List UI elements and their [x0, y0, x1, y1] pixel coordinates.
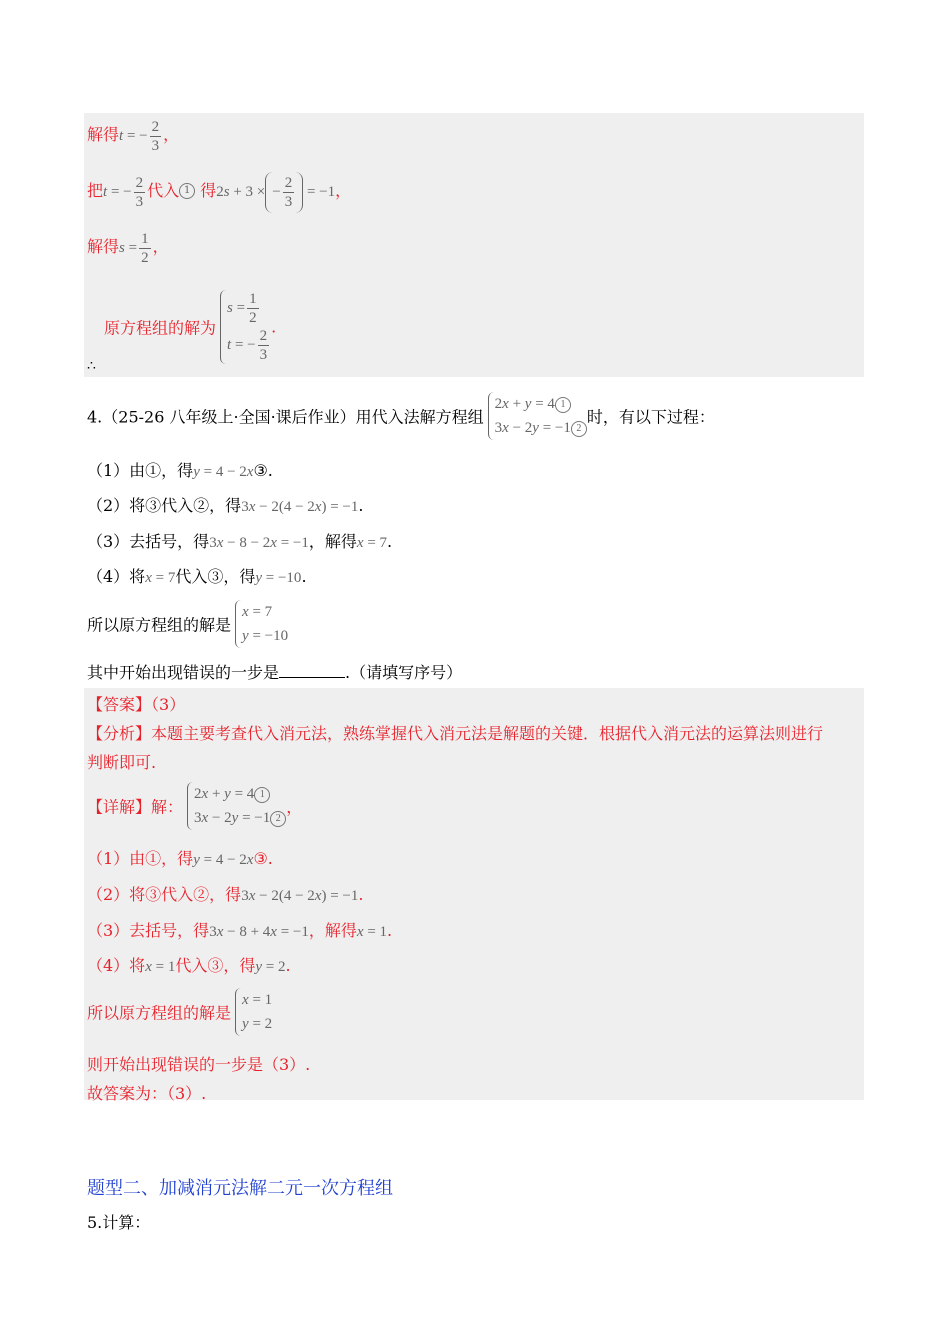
text: （4）将 [87, 567, 146, 586]
text: 解得 [87, 124, 120, 144]
text: ③. [253, 849, 273, 868]
text: ③. [253, 461, 273, 480]
text: 解得 [87, 236, 120, 256]
q4-step-4: （4）将x = 7代入③，得y = −10. [87, 567, 307, 586]
text: （2）将③代入②，得 [87, 885, 242, 904]
text: 得 [200, 180, 217, 200]
text: 4.（25-26 八年级上·全国·课后作业）用代入法解方程组 [87, 407, 484, 427]
conclusion-2: 故答案为：（3）. [87, 1084, 207, 1103]
text: 代入 [147, 180, 180, 200]
circled-1-icon: 1 [179, 183, 195, 199]
q4-solution [87, 600, 288, 648]
prev-line-2: 把t = − $\frac{2}{3}$ 代入 1 得2s + 3 × − $\frac{2}{3}$ = −1， [87, 172, 351, 213]
therefore-symbol: ∴ [87, 358, 96, 374]
text: （2）将③代入②，得 [87, 496, 242, 515]
text: 【详解】 [87, 797, 152, 817]
text: 代入③，得 [175, 956, 256, 975]
text: 【分析】 [87, 724, 152, 743]
q4-step-3: （3）去括号，得3x − 8 − 2x = −1，解得x = 7. [87, 532, 393, 551]
text: ，解得 [308, 532, 357, 551]
prev-line-4: 原方程组的解为 s = $\frac{1}{2}$ t = − $\frac{2}{3}$ . [104, 291, 277, 363]
text: 把 [87, 180, 104, 200]
text: 所以原方程组的解是 [87, 615, 232, 635]
system-brace: 2x + y = 4 1 3x − 2y = −1 2 [187, 782, 286, 830]
text: 代入③，得 [175, 567, 256, 586]
detail-step-3: （3）去括号，得3x − 8 + 4x = −1，解得x = 1. [87, 921, 393, 940]
analysis-line [87, 721, 823, 744]
q4-stem [87, 392, 715, 440]
text: ，解得 [308, 921, 357, 940]
text: （3）去括号，得 [87, 921, 210, 940]
section-title: 题型二、加减消元法解二元一次方程组 [87, 1178, 393, 1199]
solution-brace: x = 1 y = 2 [235, 988, 272, 1036]
solution-brace: x = 7 y = −10 [235, 600, 288, 648]
system-brace: 2x + y = 4 1 3x − 2y = −1 2 [488, 392, 587, 440]
text: 【答案】 [87, 695, 152, 714]
text: 时，有以下过程： [586, 407, 715, 427]
text: 原方程组的解为 [104, 318, 217, 338]
text: （1）由①，得 [87, 461, 194, 480]
detail-step-2: （2）将③代入②，得3x − 2(4 − 2x) = −1. [87, 885, 364, 904]
analysis-line-2: 判断即可. [87, 753, 157, 772]
text: 所以原方程组的解是 [87, 1003, 232, 1023]
q5-label: 5.计算： [87, 1213, 151, 1232]
text: （3）去括号，得 [87, 532, 210, 551]
prev-line-1: 解得t = − $\frac{2}{3}$ ， [87, 119, 180, 154]
detail-step-1: （1）由①，得y = 4 − 2x③. [87, 849, 273, 868]
conclusion-1: 则开始出现错误的一步是（3）. [87, 1055, 311, 1074]
text: 解： [151, 797, 184, 817]
text: .（请填写序号） [345, 663, 463, 682]
text: 本题主要考查代入消元法，熟练掌握代入消元法是解题的关键．根据代入消元法的运算法则进行 [151, 724, 824, 743]
q4-step-2: （2）将③代入②，得3x − 2(4 − 2x) = −1. [87, 496, 364, 515]
answer-blank[interactable] [279, 663, 345, 678]
detail-line: 【详解】解： 2x + y = 4 1 3x − 2y = −1 2 ， [87, 782, 302, 830]
solution-brace: s = $\frac{1}{2}$ t = − $\frac{2}{3}$ [220, 290, 271, 364]
text: （4）将 [87, 956, 146, 975]
prev-line-3: 解得s = $\frac{1}{2}$ ， [87, 231, 169, 266]
detail-step-4: （4）将x = 1代入③，得y = 2. [87, 956, 291, 975]
detail-solution [87, 988, 272, 1036]
text: （3） [151, 695, 186, 714]
text: 其中开始出现错误的一步是 [87, 663, 280, 682]
answer-line [87, 692, 185, 715]
text: （1）由①，得 [87, 849, 194, 868]
q4-question [87, 660, 462, 683]
q4-step-1: （1）由①，得y = 4 − 2x③. [87, 461, 273, 480]
